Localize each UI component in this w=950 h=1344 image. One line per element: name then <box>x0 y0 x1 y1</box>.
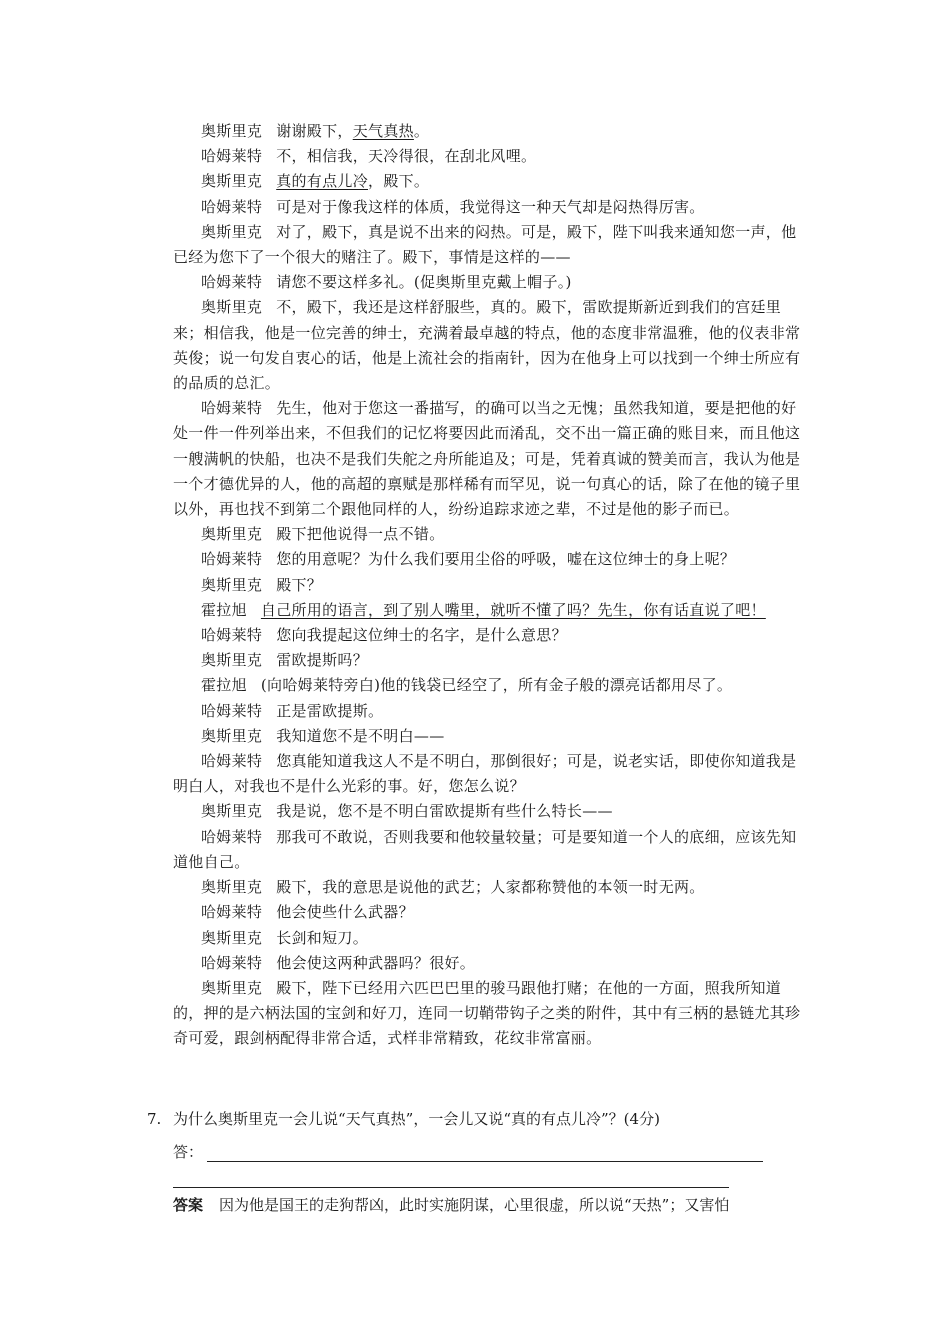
speaker-name: 奥斯里克 <box>201 172 263 191</box>
dialogue-line <box>173 396 807 522</box>
dialogue-line <box>173 699 807 724</box>
speaker-name: 奥斯里克 <box>201 978 263 997</box>
dialogue-line <box>173 623 807 648</box>
dialogue-line <box>173 598 807 623</box>
dialogue-line <box>173 724 807 749</box>
dialogue-line <box>173 875 807 900</box>
dialogue-line <box>173 900 807 925</box>
line-text: 不，相信我，天冷得很，在刮北风哩。 <box>276 147 537 166</box>
dialogue-line <box>173 976 807 1052</box>
line-text: 您向我提起这位绅士的名字，是什么意思？ <box>276 626 567 645</box>
line-text: 那我可不敢说，否则我要和他较量较量；可是要知道一个人的底细，应该先知道他自己。 <box>173 827 797 871</box>
line-text: 您真能知道我这人不是不明白，那倒很好；可是，说老实话，即使你知道我是明白人，对我也不是什么光彩的事。好，您怎么说？ <box>173 752 797 796</box>
answer-line[interactable] <box>207 1143 763 1162</box>
line-text: 殿下，我的意思是说他的武艺；人家都称赞他的本领一时无两。 <box>276 878 705 897</box>
line-text: 他会使些什么武器？ <box>276 903 414 922</box>
dialogue-line <box>173 799 807 824</box>
dialogue-line <box>173 195 807 220</box>
speaker-name: 哈姆莱特 <box>201 827 263 846</box>
dialogue-line <box>173 295 807 396</box>
line-text: 雷欧提斯吗？ <box>276 651 369 670</box>
speaker-name: 哈姆莱特 <box>201 147 263 166</box>
speaker-name: 奥斯里克 <box>201 802 263 821</box>
dialogue-line <box>173 951 807 976</box>
speaker-name: 哈姆莱特 <box>201 701 263 720</box>
line-text: 正是雷欧提斯。 <box>276 701 384 720</box>
speaker-name: 奥斯里克 <box>201 222 263 241</box>
dialogue-line <box>173 648 807 673</box>
dialogue-line <box>173 522 807 547</box>
dialogue-line: 奥斯里克 真的有点儿冷，殿下。 <box>201 172 430 191</box>
dialogue-line <box>173 825 807 875</box>
speaker-name: 奥斯里克 <box>201 651 263 670</box>
speaker-name: 哈姆莱特 <box>201 903 263 922</box>
dialogue-text <box>173 119 807 1052</box>
dialogue-line <box>173 220 807 270</box>
answer-key-label: 答案 <box>173 1196 204 1214</box>
speaker-name: 奥斯里克 <box>201 878 263 897</box>
speaker-name: 奥斯里克 <box>201 928 263 947</box>
line-text: 我知道您不是不明白—— <box>276 726 445 745</box>
speaker-name: 奥斯里克 <box>201 575 263 594</box>
speaker-name: 哈姆莱特 <box>201 273 263 292</box>
speaker-name: 哈姆莱特 <box>201 752 263 771</box>
answer-area <box>173 1136 813 1188</box>
line-text: 殿下把他说得一点不错。 <box>276 525 445 544</box>
speaker-name: 哈姆莱特 <box>201 197 263 216</box>
speaker-name: 哈姆莱特 <box>201 399 263 418</box>
dialogue-line: 奥斯里克 谢谢殿下，天气真热。 <box>201 122 430 140</box>
speaker-name: 哈姆莱特 <box>201 953 263 972</box>
answer-key-text: 因为他是国王的走狗帮凶，此时实施阴谋，心里很虚，所以说“天热”；又害怕 <box>219 1196 730 1214</box>
line-text: 我是说，您不是不明白雷欧提斯有些什么特长—— <box>276 802 613 821</box>
dialogue-line <box>173 573 807 598</box>
line-text: 先生，他对于您这一番描写，的确可以当之无愧；虽然我知道，要是把他的好处一件一件列举出来，不但我们的记忆将要因此而淆乱，交不出一篇正确的账目来，而且他这一艘满帆的快船，也决不是我们失舵之舟所能追及；可是，凭着真诚的赞美而言，我认为他是一个才德优异的人，他的高超的禀赋是那样稀有而罕见，说一句真心的话，除了在他的镜子里以外，再也找不到第二个跟他同样的人，纷纷追踪求迹之辈，不过是他的影子而已。 <box>173 399 801 519</box>
line-text: 他会使这两种武器吗？很好。 <box>276 953 476 972</box>
underlined-phrase: 天气真热 <box>352 122 414 140</box>
line-text: 殿下，陛下已经用六匹巴巴里的骏马跟他打赌；在他的一方面，照我所知道的，押的是六柄法国的宝剑和好刀，连同一切鞘带钩子之类的附件，其中有三柄的悬链尤其珍奇可爱，跟剑柄配得非常合适，式样非常精致，花纹非常富丽。 <box>173 978 801 1048</box>
speaker-name: 霍拉旭 <box>201 676 247 695</box>
question-number: 7. <box>147 1110 162 1128</box>
speaker-name: 哈姆莱特 <box>201 550 263 569</box>
dialogue-line <box>173 547 807 572</box>
speaker-name: 奥斯里克 <box>201 726 263 745</box>
dialogue-line <box>173 749 807 799</box>
dialogue-line <box>173 673 807 698</box>
answer-label: 答： <box>173 1143 204 1161</box>
question-text: 为什么奥斯里克一会儿说“天气真热”，一会儿又说“真的有点儿冷”？(4分) <box>173 1110 660 1128</box>
line-text: 长剑和短刀。 <box>276 928 369 947</box>
answer-line[interactable] <box>173 1169 729 1188</box>
answer-key <box>173 1192 813 1218</box>
dialogue-line <box>173 926 807 951</box>
line-text: 殿下？ <box>276 575 323 594</box>
line-text: 请您不要这样多礼。(促奥斯里克戴上帽子。) <box>276 273 572 292</box>
underlined-phrase: 自己所用的语言，到了别人嘴里，就听不懂了吗？先生，你有话直说了吧！ <box>260 600 766 619</box>
speaker-name: 奥斯里克 <box>201 122 263 140</box>
line-text: (向哈姆莱特旁白)他的钱袋已经空了，所有金子般的漂亮话都用尽了。 <box>260 676 733 695</box>
speaker-name: 哈姆莱特 <box>201 626 263 645</box>
speaker-name: 奥斯里克 <box>201 525 263 544</box>
line-text: 对了，殿下，真是说不出来的闷热。可是，殿下，陛下叫我来通知您一声，他已经为您下了一个很大的赌注了。殿下，事情是这样的—— <box>173 222 797 267</box>
dialogue-line <box>173 270 807 295</box>
line-text: 您的用意呢？为什么我们要用尘俗的呼吸，嘘在这位绅士的身上呢？ <box>276 550 736 569</box>
question-7 <box>147 1106 817 1132</box>
line-text: 不，殿下，我还是这样舒服些，真的。殿下，雷欧提斯新近到我们的宫廷里来；相信我，他是一位完善的绅士，充满着最卓越的特点，他的态度非常温雅，他的仪表非常英俊；说一句发自衷心的话，他是上流社会的指南针，因为在他身上可以找到一个绅士所应有的品质的总汇。 <box>173 298 801 393</box>
line-text: 可是对于像我这样的体质，我觉得这一种天气却是闷热得厉害。 <box>276 197 705 216</box>
speaker-name: 霍拉旭 <box>201 600 247 619</box>
dialogue-line <box>173 144 807 169</box>
underlined-phrase: 真的有点儿冷 <box>276 172 369 191</box>
speaker-name: 奥斯里克 <box>201 298 263 317</box>
